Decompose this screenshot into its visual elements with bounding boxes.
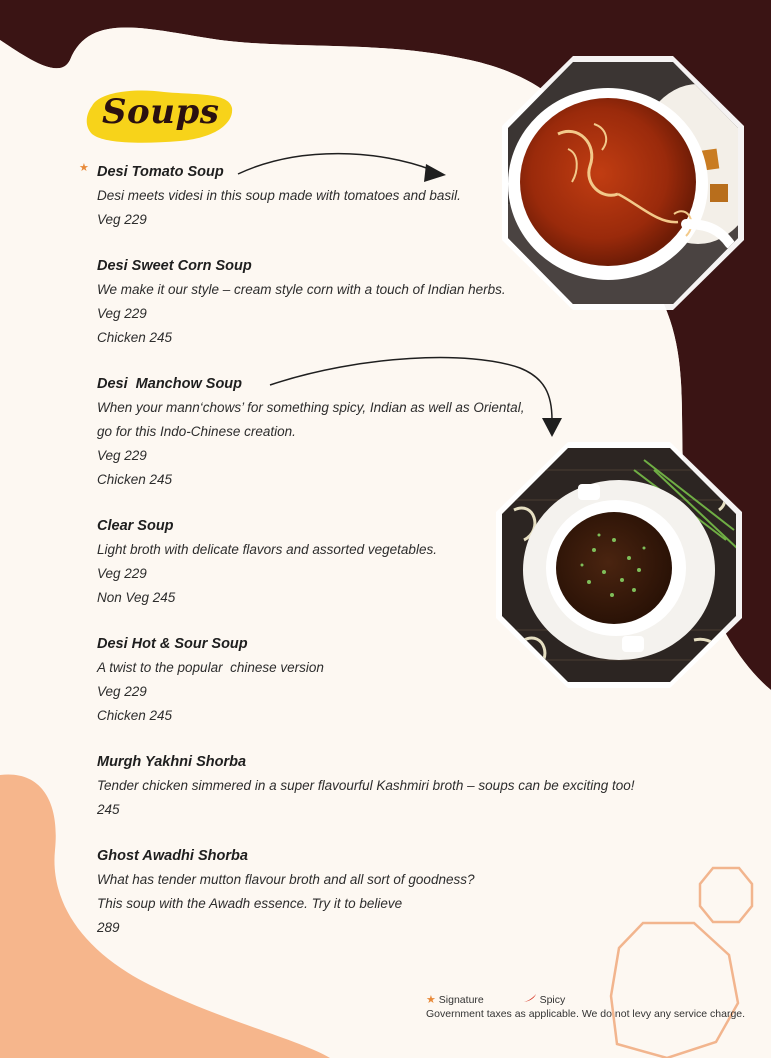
menu-item [79, 160, 697, 232]
item-price: Chicken 245 [97, 472, 173, 487]
item-price: 245 [97, 802, 120, 817]
item-description: Tender chicken simmered in a super flavourful Kashmiri broth – soups can be exciting too! [97, 778, 635, 793]
item-price: Veg 229 [97, 306, 147, 321]
soup-menu-list [79, 160, 697, 962]
item-price: 289 [97, 920, 120, 935]
chili-icon [523, 993, 537, 1007]
item-description: When your mann‘chows’ for something spicy, Indian as well as Oriental, [97, 400, 525, 415]
legend [426, 993, 756, 1021]
legend-note: Government taxes as applicable. We do not levy any service charge. [426, 1008, 746, 1020]
menu-item [97, 254, 697, 350]
star-icon: ★ [79, 161, 89, 174]
item-price: Veg 229 [97, 448, 147, 463]
legend-spicy-label: Spicy [539, 994, 566, 1006]
item-price: Chicken 245 [97, 330, 173, 345]
menu-item [97, 844, 697, 940]
page-title [84, 86, 234, 146]
item-name: Murgh Yakhni Shorba [97, 754, 247, 770]
item-description: We make it our style – cream style corn with a touch of Indian herbs. [97, 282, 506, 297]
star-icon: ★ [426, 994, 436, 1006]
item-name: Desi Tomato Soup [97, 164, 224, 180]
item-description: What has tender mutton flavour broth and all sort of goodness? [97, 872, 475, 887]
title-text: Soups [102, 92, 220, 132]
menu-item [97, 372, 697, 492]
menu-item [97, 632, 697, 728]
item-name: Desi Manchow Soup [97, 376, 243, 392]
item-price: Veg 229 [97, 566, 147, 581]
item-price: Veg 229 [97, 212, 147, 227]
item-description: This soup with the Awadh essence. Try it to believe [97, 896, 403, 911]
item-name: Desi Hot & Sour Soup [97, 636, 248, 652]
item-name: Ghost Awadhi Shorba [97, 848, 248, 864]
item-name: Clear Soup [97, 518, 174, 534]
item-description: go for this Indo-Chinese creation. [97, 424, 296, 439]
item-description: Light broth with delicate flavors and assorted vegetables. [97, 542, 437, 557]
legend-signature-label: Signature [438, 994, 484, 1006]
item-price: Chicken 245 [97, 708, 173, 723]
menu-item [97, 750, 697, 822]
item-description: Desi meets videsi in this soup made with tomatoes and basil. [97, 188, 461, 203]
item-price: Non Veg 245 [97, 590, 176, 605]
item-description: A twist to the popular chinese version [97, 660, 324, 675]
menu-item [97, 514, 697, 610]
item-price: Veg 229 [97, 684, 147, 699]
item-name: Desi Sweet Corn Soup [97, 258, 252, 274]
